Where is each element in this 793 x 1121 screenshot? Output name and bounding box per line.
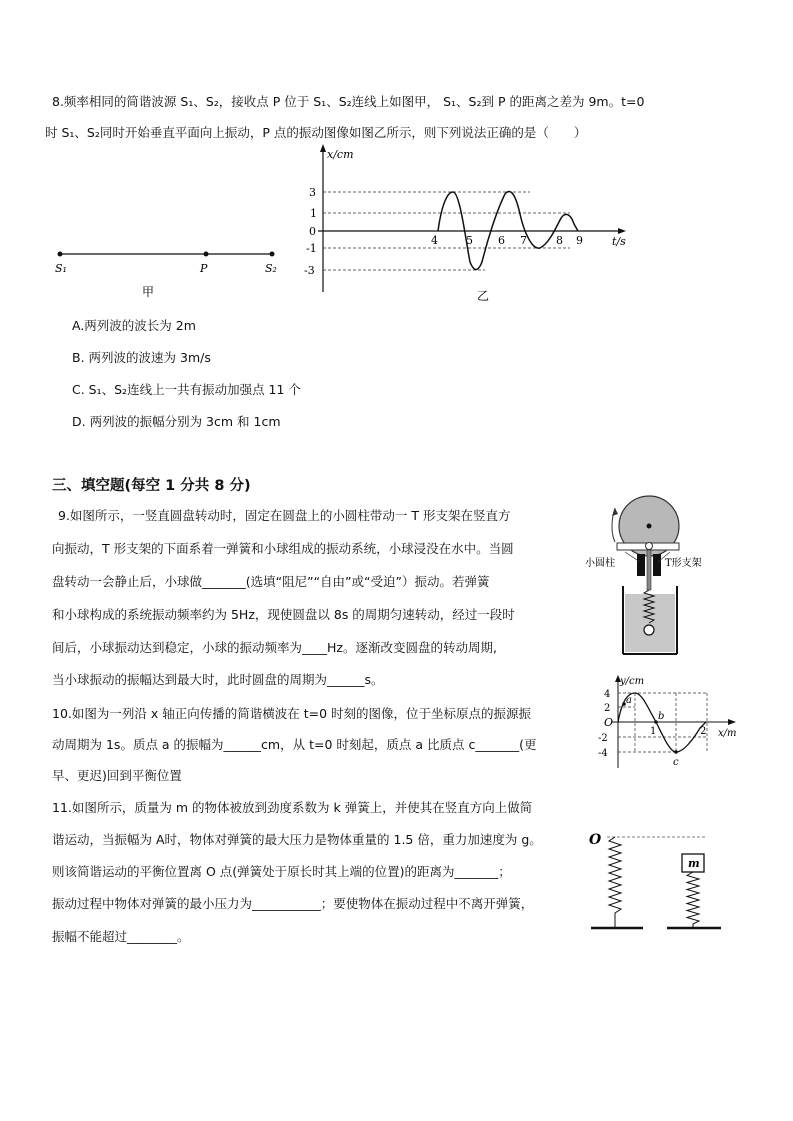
q10-line-3: 早、更迟)回到平衡位置: [52, 768, 182, 783]
s1-point: [58, 252, 63, 257]
xtick-6: 6: [498, 234, 505, 247]
q10-line-1: 10.如图为一列沿 x 轴正向传播的简谐横波在 t=0 时刻的图像，位于坐标原点的振源振: [52, 706, 531, 721]
point-a: a: [626, 695, 632, 706]
ytick-neg1: -1: [306, 242, 317, 255]
ytick-4: 4: [604, 689, 611, 700]
p-point: [204, 252, 209, 257]
wave-figure: [590, 672, 740, 772]
option-b: B. 两列波的波速为 3m/s: [72, 350, 211, 365]
x-axis-label: t/s: [612, 235, 626, 248]
q11-line-5: 振幅不能超过________。: [52, 929, 190, 944]
section-heading: 三、填空题(每空 1 分共 8 分): [52, 478, 251, 494]
xtick-1: 1: [650, 726, 657, 737]
figure-yi: [300, 142, 630, 302]
xtick-9: 9: [576, 234, 583, 247]
q11-line-1: 11.如图所示，质量为 m 的物体被放到劲度系数为 k 弹簧上，并使其在竖直方向上做简: [52, 800, 533, 815]
q9-line-6: 当小球振动的振幅达到最大时，此时圆盘的周期为______s。: [52, 672, 384, 687]
q8-line-2: 时 S₁、S₂同时开始垂直平面向上振动，P 点的振动图像如图乙所示，则下列说法正确的是（ ）: [45, 125, 587, 140]
bracket-label: T形支架: [665, 558, 702, 569]
ytick-neg2: -2: [598, 733, 608, 744]
q9-line-4: 和小球构成的系统振动频率约为 5Hz，现使圆盘以 8s 的周期匀速转动，经过一段时: [52, 607, 515, 622]
q11-line-4: 振动过程中物体对弹簧的最小压力为___________；要使物体在振动过程中不离开弹簧，: [52, 896, 534, 911]
q10-line-2: 动周期为 1s。质点 a 的振幅为______cm，从 t=0 时刻起，质点 a 比质点 c_______(更: [52, 737, 537, 752]
xtick-2: 2: [700, 726, 707, 737]
point-b: b: [658, 711, 665, 722]
cylinder-label: 小圆柱: [585, 558, 615, 569]
option-c: C. S₁、S₂连线上一共有振动加强点 11 个: [72, 382, 301, 397]
ytick-neg4: -4: [598, 748, 608, 759]
xtick-5: 5: [466, 234, 473, 247]
xtick-8: 8: [556, 234, 563, 247]
point-c: c: [673, 757, 679, 768]
ytick-2: 2: [604, 703, 611, 714]
y-axis-label: y/cm: [620, 676, 645, 687]
origin-label: O: [604, 716, 614, 729]
figure-yi-caption: 乙: [477, 289, 490, 302]
ytick-0: 0: [309, 225, 316, 238]
spring-figure: [585, 826, 725, 936]
q9-line-2: 向振动，T 形支架的下面系着一弹簧和小球组成的振动系统，小球浸没在水中。当圆: [52, 541, 514, 556]
ytick-neg3: -3: [304, 264, 315, 277]
ytick-1: 1: [310, 207, 317, 220]
ball: [644, 625, 654, 635]
p-label: P: [200, 262, 208, 275]
option-d: D. 两列波的振幅分别为 3cm 和 1cm: [72, 414, 281, 429]
figure-jia: [48, 240, 288, 300]
q8-line-1: 8.频率相同的简谐波源 S₁、S₂，接收点 P 位于 S₁、S₂连线上如图甲， S₁、S₂到 P 的距离之差为 9m。t=0: [52, 94, 645, 109]
q11-line-3: 则该简谐运动的平衡位置离 O 点(弹簧处于原长时其上端的位置)的距离为_______；: [52, 864, 511, 879]
s2-point: [270, 252, 275, 257]
q9-line-3: 盘转动一会静止后，小球做_______(选填“阻尼”“自由”或“受迫”）振动。若弹簧: [52, 574, 490, 589]
option-a: A.两列波的波长为 2m: [72, 318, 196, 333]
mass-label: m: [688, 857, 700, 870]
q9-line-5: 间后，小球振动达到稳定，小球的振动频率为____Hz。逐渐改变圆盘的转动周期,: [52, 640, 497, 655]
xtick-7: 7: [520, 234, 527, 247]
xtick-4: 4: [431, 234, 438, 247]
q11-line-2: 谐运动，当振幅为 A时，物体对弹簧的最大压力是物体重量的 1.5 倍，重力加速度为 g。: [52, 832, 542, 847]
figure-jia-caption: 甲: [142, 285, 155, 299]
s1-label: S₁: [55, 262, 67, 275]
q9-line-1: 9.如图所示，一竖直圆盘转动时，固定在圆盘上的小圆柱带动一 T 形支架在竖直方: [58, 508, 511, 523]
x-axis-label: x/m: [718, 728, 737, 739]
ytick-3: 3: [309, 186, 316, 199]
origin-o-label: O: [589, 832, 602, 848]
y-axis-label: x/cm: [327, 148, 354, 161]
s2-label: S₂: [265, 262, 277, 275]
disk-spring-figure: [585, 490, 715, 660]
small-cylinder: [646, 543, 653, 550]
